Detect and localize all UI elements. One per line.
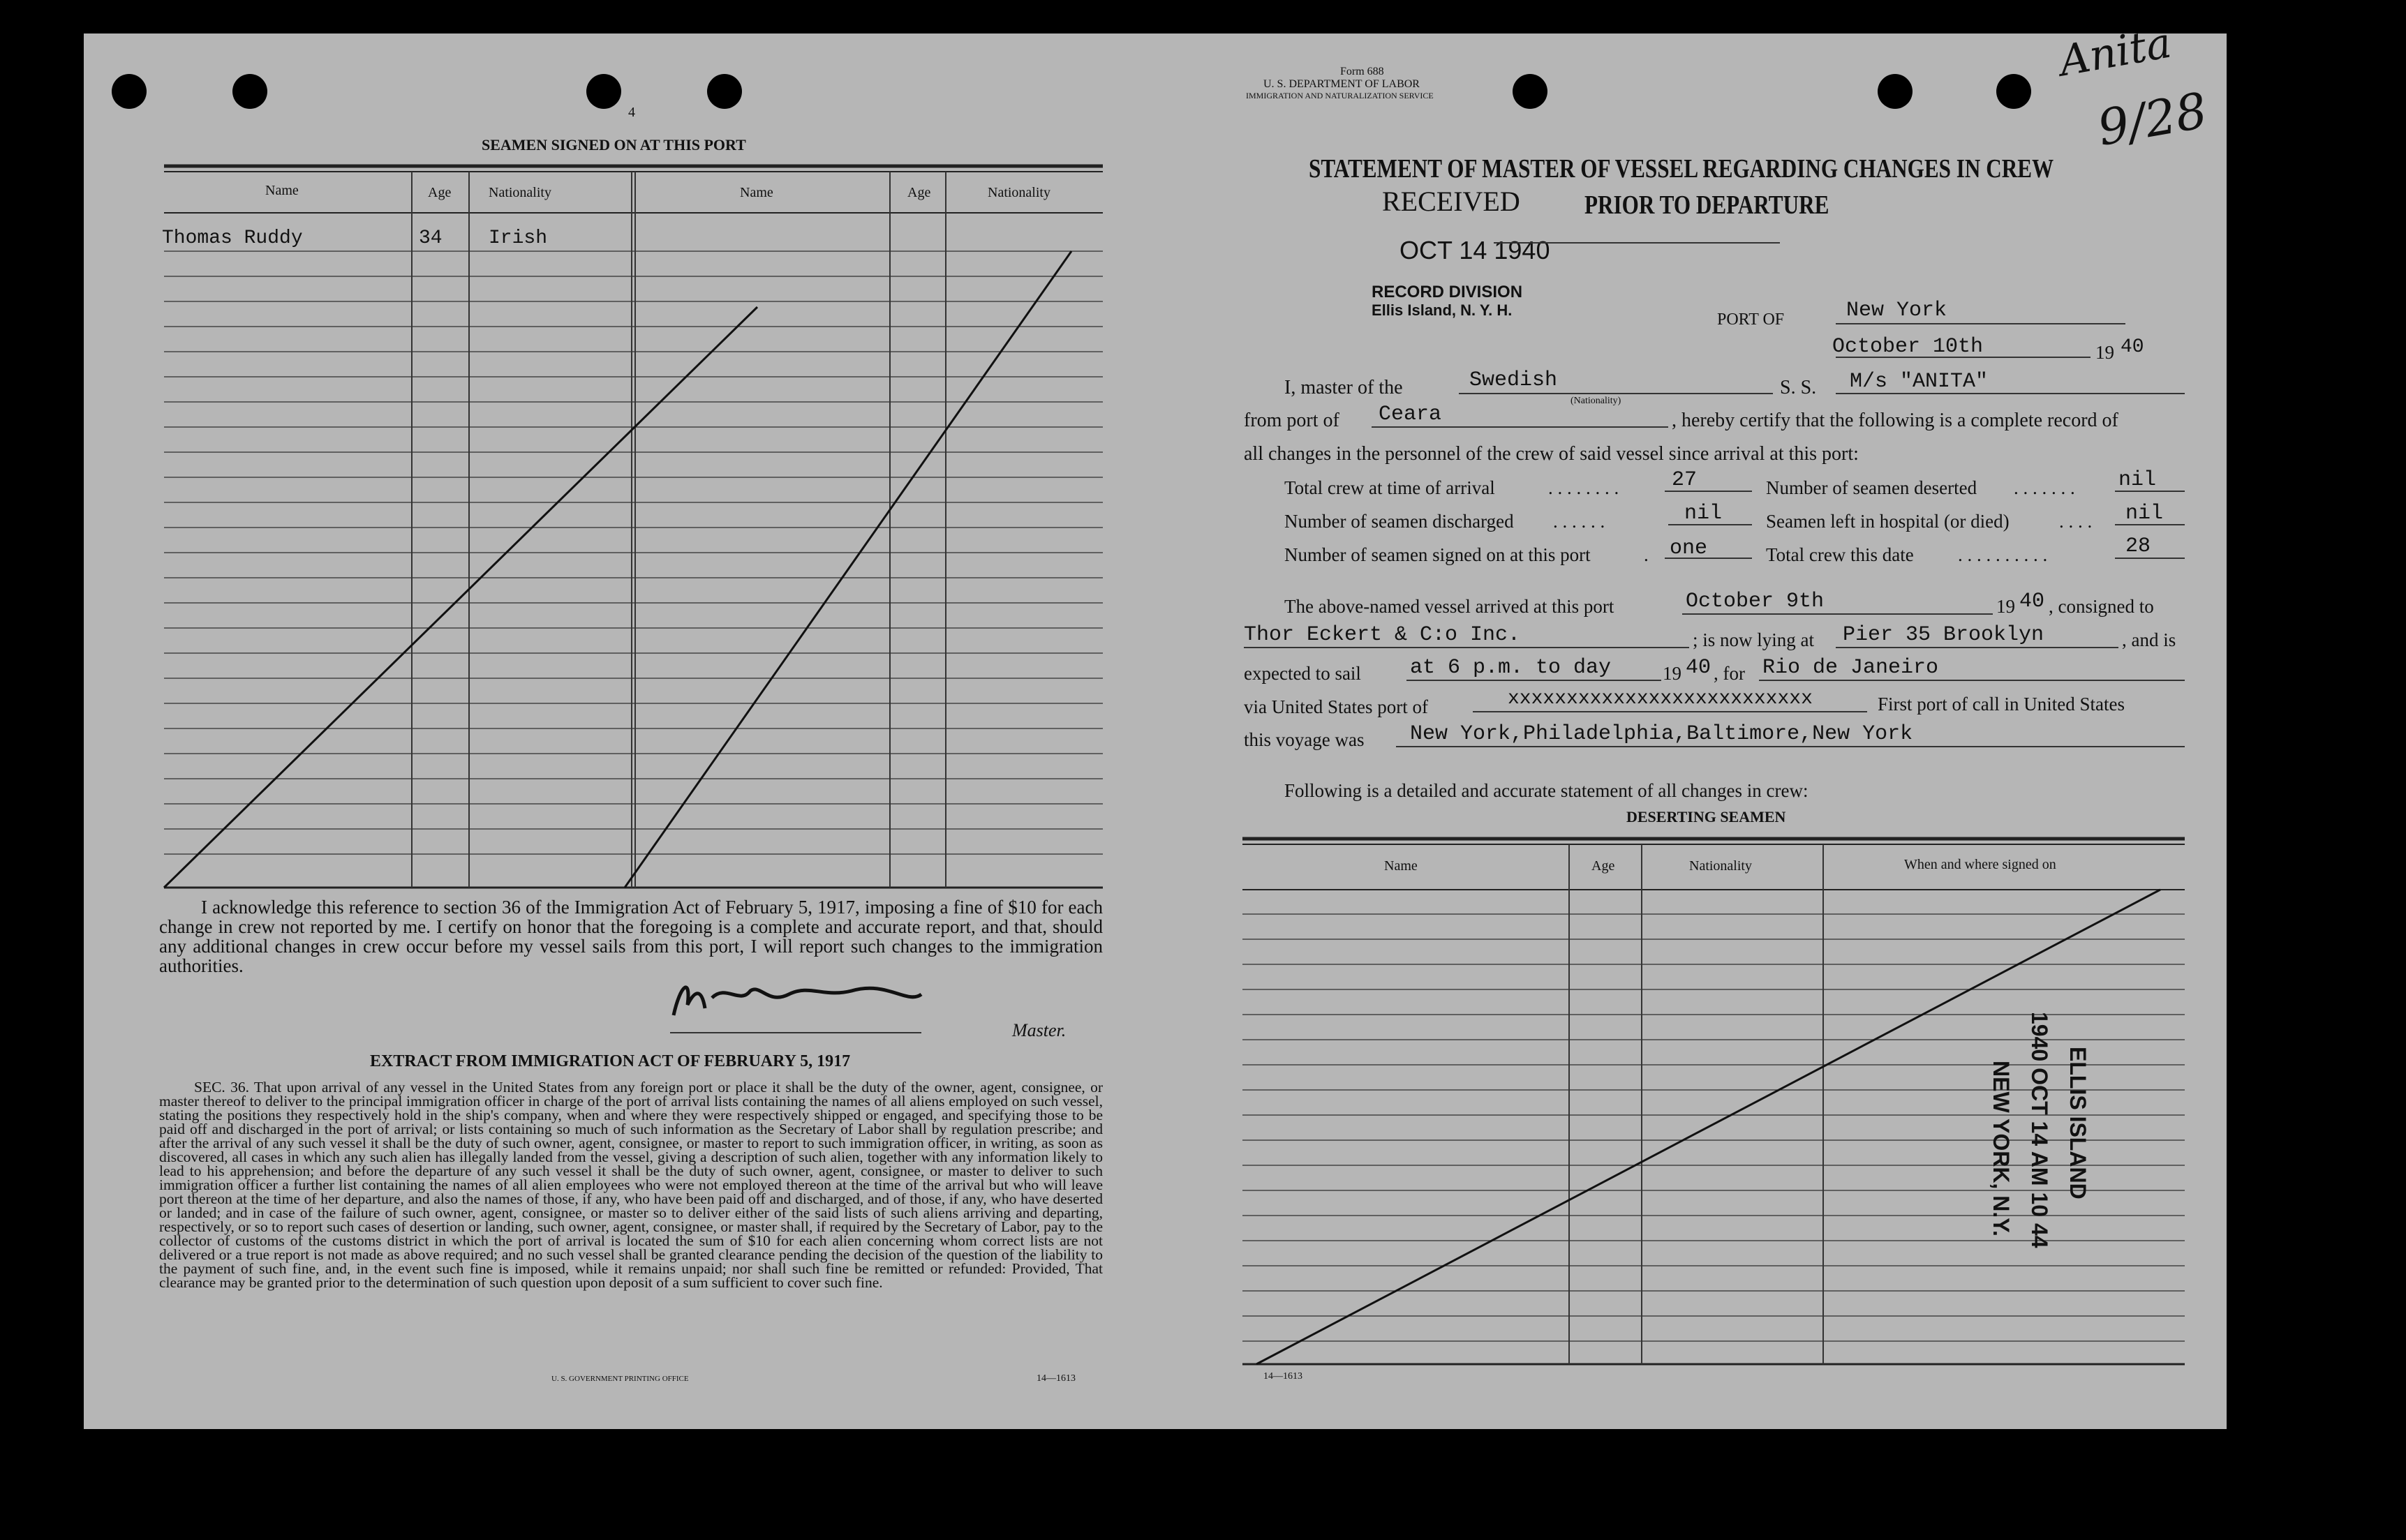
master-of-label: I, master of the	[1284, 377, 1403, 398]
stat-value-deserted: nil	[2118, 468, 2157, 492]
lying-at: Pier 35 Brooklyn	[1843, 623, 2044, 647]
port-value: New York	[1846, 299, 1947, 322]
col-header-age-2: Age	[907, 185, 931, 200]
via-label: via United States port of	[1244, 696, 1428, 717]
arrived-label: The above-named vessel arrived at this port	[1284, 596, 1614, 617]
stat-dots: . . . . . . .	[2014, 477, 2075, 498]
desert-col-signed-on: When and where signed on	[1904, 857, 2056, 872]
stat-value-signed-on: one	[1670, 537, 1708, 560]
date-year-prefix: 19	[2095, 342, 2114, 363]
stat-value-total: 28	[2125, 534, 2151, 558]
nationality-value: Swedish	[1469, 368, 1558, 392]
arrived-year-suffix: 40	[2019, 590, 2045, 613]
acknowledgement-text: I acknowledge this reference to section 36 of the Immigration Act of February 5, 1917, imposing a fine of $10 for each change in crew not reported by me. I certify on honor that the foregoing is a complete and accurate report, and that, should any additional changes in crew occur before my vessel sails from this port, I will report such changes to the immigration authorities.	[159, 897, 1103, 976]
desert-col-name: Name	[1384, 858, 1418, 874]
crew-nationality: Irish	[489, 227, 548, 249]
record-division-place: Ellis Island, N. Y. H.	[1372, 301, 1513, 319]
destination: Rio de Janeiro	[1762, 656, 1939, 680]
arrived-date: October 9th	[1686, 590, 1825, 613]
date-year-suffix: 40	[2121, 336, 2144, 358]
via-port: xxxxxxxxxxxxxxxxxxxxxxxxxx	[1508, 688, 1813, 710]
stat-dots: . . . .	[2059, 511, 2093, 532]
stat-value-arrival: 27	[1672, 468, 1698, 492]
stat-label-deserted: Number of seamen deserted	[1766, 477, 1977, 498]
received-date: OCT 14 1940	[1399, 236, 1550, 264]
page-number: 4	[628, 105, 635, 120]
stat-label-hospital: Seamen left in hospital (or died)	[1766, 511, 2010, 532]
following-text: Following is a detailed and accurate statement of all changes in crew:	[1284, 780, 1809, 801]
from-port-value: Ceara	[1379, 403, 1442, 426]
right-form-code: 14—1613	[1263, 1371, 1302, 1382]
department: U. S. DEPARTMENT OF LABOR	[1263, 78, 1420, 90]
crew-age: 34	[419, 227, 443, 249]
nationality-caption: (Nationality)	[1570, 396, 1621, 406]
stat-label-arrival: Total crew at time of arrival	[1284, 477, 1495, 498]
form-number: Form 688	[1340, 66, 1384, 77]
stat-value-discharged: nil	[1684, 502, 1723, 525]
port-label: PORT OF	[1717, 311, 1785, 329]
consignee: Thor Eckert & C:o Inc.	[1244, 623, 1521, 647]
crew-name: Thomas Ruddy	[162, 227, 303, 249]
lying-label: ; is now lying at	[1693, 629, 1814, 650]
expected-label: expected to sail	[1244, 663, 1361, 684]
service: IMMIGRATION AND NATURALIZATION SERVICE	[1246, 91, 1434, 100]
from-port-label: from port of	[1244, 410, 1339, 431]
first-port-label: First port of call in United States	[1878, 694, 2125, 715]
desert-col-age: Age	[1591, 858, 1615, 874]
changes-text: all changes in the personnel of the crew of said vessel since arrival at this port:	[1244, 443, 1859, 465]
arrived-year-prefix: 19	[1996, 596, 2015, 617]
voyage-label: this voyage was	[1244, 729, 1365, 750]
for-label: , for	[1714, 663, 1745, 684]
form-title-2: PRIOR TO DEPARTURE	[1584, 190, 1829, 220]
certify-text: , hereby certify that the following is a complete record of	[1672, 410, 2118, 431]
voyage-value: New York,Philadelphia,Baltimore,New York	[1410, 722, 1913, 746]
extract-title: EXTRACT FROM IMMIGRATION ACT OF FEBRUARY 5, 1917	[370, 1052, 851, 1070]
col-header-name-2: Name	[740, 185, 773, 200]
handwritten-note: Anita	[2056, 18, 2175, 87]
date-value: October 10th	[1832, 335, 1984, 359]
sail-time: at 6 p.m. to day	[1410, 656, 1612, 680]
left-form-code: 14—1613	[1037, 1373, 1076, 1384]
master-label: Master.	[1012, 1020, 1067, 1040]
col-header-nationality: Nationality	[489, 185, 551, 200]
form-title: STATEMENT OF MASTER OF VESSEL REGARDING CHANGES IN CREW	[1309, 154, 2054, 184]
left-table-title: SEAMEN SIGNED ON AT THIS PORT	[482, 136, 746, 154]
stat-label-total: Total crew this date	[1766, 544, 1914, 565]
record-division: RECORD DIVISION	[1372, 283, 1523, 301]
ellis-island-stamp-place: NEW YORK, N.Y.	[1989, 1061, 2014, 1236]
stat-label-signed-on: Number of seamen signed on at this port	[1284, 544, 1591, 565]
vessel-name: M/s "ANITA"	[1850, 370, 1989, 394]
printer-credit: U. S. GOVERNMENT PRINTING OFFICE	[551, 1375, 689, 1383]
stat-label-discharged: Number of seamen discharged	[1284, 511, 1514, 532]
sail-year-prefix: 19	[1663, 663, 1681, 684]
stat-dots: .	[1644, 544, 1649, 565]
stat-value-hospital: nil	[2125, 502, 2164, 525]
consigned-label: , consigned to	[2049, 596, 2154, 617]
col-header-nationality-2: Nationality	[988, 185, 1050, 200]
received-stamp: RECEIVED	[1382, 186, 1520, 217]
stat-dots: . . . . . . . . . .	[1958, 544, 2048, 565]
handwritten-number: 9/28	[2093, 81, 2212, 158]
col-header-name: Name	[265, 183, 299, 198]
ss-label: S. S.	[1780, 377, 1817, 398]
deserting-title: DESERTING SEAMEN	[1626, 808, 1786, 825]
col-header-age: Age	[428, 185, 452, 200]
cancel-stroke	[1256, 890, 2160, 1364]
stat-dots: . . . . . .	[1553, 511, 1605, 532]
and-is-label: , and is	[2122, 629, 2176, 650]
stat-dots: . . . . . . . .	[1548, 477, 1619, 498]
desert-col-nationality: Nationality	[1689, 858, 1752, 874]
extract-text: SEC. 36. That upon arrival of any vessel in the United States from any foreign port or place it shall be the duty of the owner, agent, consignee, or master thereof to deliver to the principal immigration officer in charge of the port of arrival lists containing the names of all aliens employed on such vessel, stating the positions they respectively hold in the ship's company, when and where they were respectively shipped or engaged, and specifying those to be paid off and discharged in the port of arrival; or lists containing so much of such information as the Secretary of Labor shall by regulation prescribe; and after the arrival of any such vessel it shall be the duty of such owner, agent, consignee, or master to report to such immigration officer, in writing, as soon as discovered, all cases in which any such alien has illegally landed from the vessel, giving a description of such alien, together with any information likely to lead to his apprehension; and before the departure of any such vessel it shall be the duty of such owner, agent, consignee, or master to deliver to such immigration officer a further list containing the names of all alien employees who were not employed thereon at the time of the arrival but who will leave port thereon at the time of her departure, and also the names of those, if any, who have been paid off and discharged, and of those, if any, who have deserted or landed; and in case of the failure of such owner, agent, consignee, or master so to deliver either of the said lists of such aliens arriving and departing, respectively, or so to report such cases of desertion or landing, such owner, agent, consignee, or master shall, if required by the Secretary of Labor, pay to the collector of customs of the customs district in which the port of arrival is located the sum of $10 for each alien concerning whom correct lists are not delivered or a true report is not made as above required; and no such vessel shall be granted clearance pending the decision of the question of the liability to the payment of such fine, and, in the event such fine is imposed, while it remains unpaid; nor shall such fine be remitted or refunded: Provided, That clearance may be granted prior to the determination of such question upon deposit of a sum sufficient to cover such fine.	[159, 1079, 1103, 1291]
sail-year-suffix: 40	[1686, 656, 1711, 680]
ellis-island-stamp: ELLIS ISLAND	[2065, 1047, 2091, 1199]
ellis-island-stamp-date: 1940 OCT 14 AM 10 44	[2027, 1012, 2052, 1248]
